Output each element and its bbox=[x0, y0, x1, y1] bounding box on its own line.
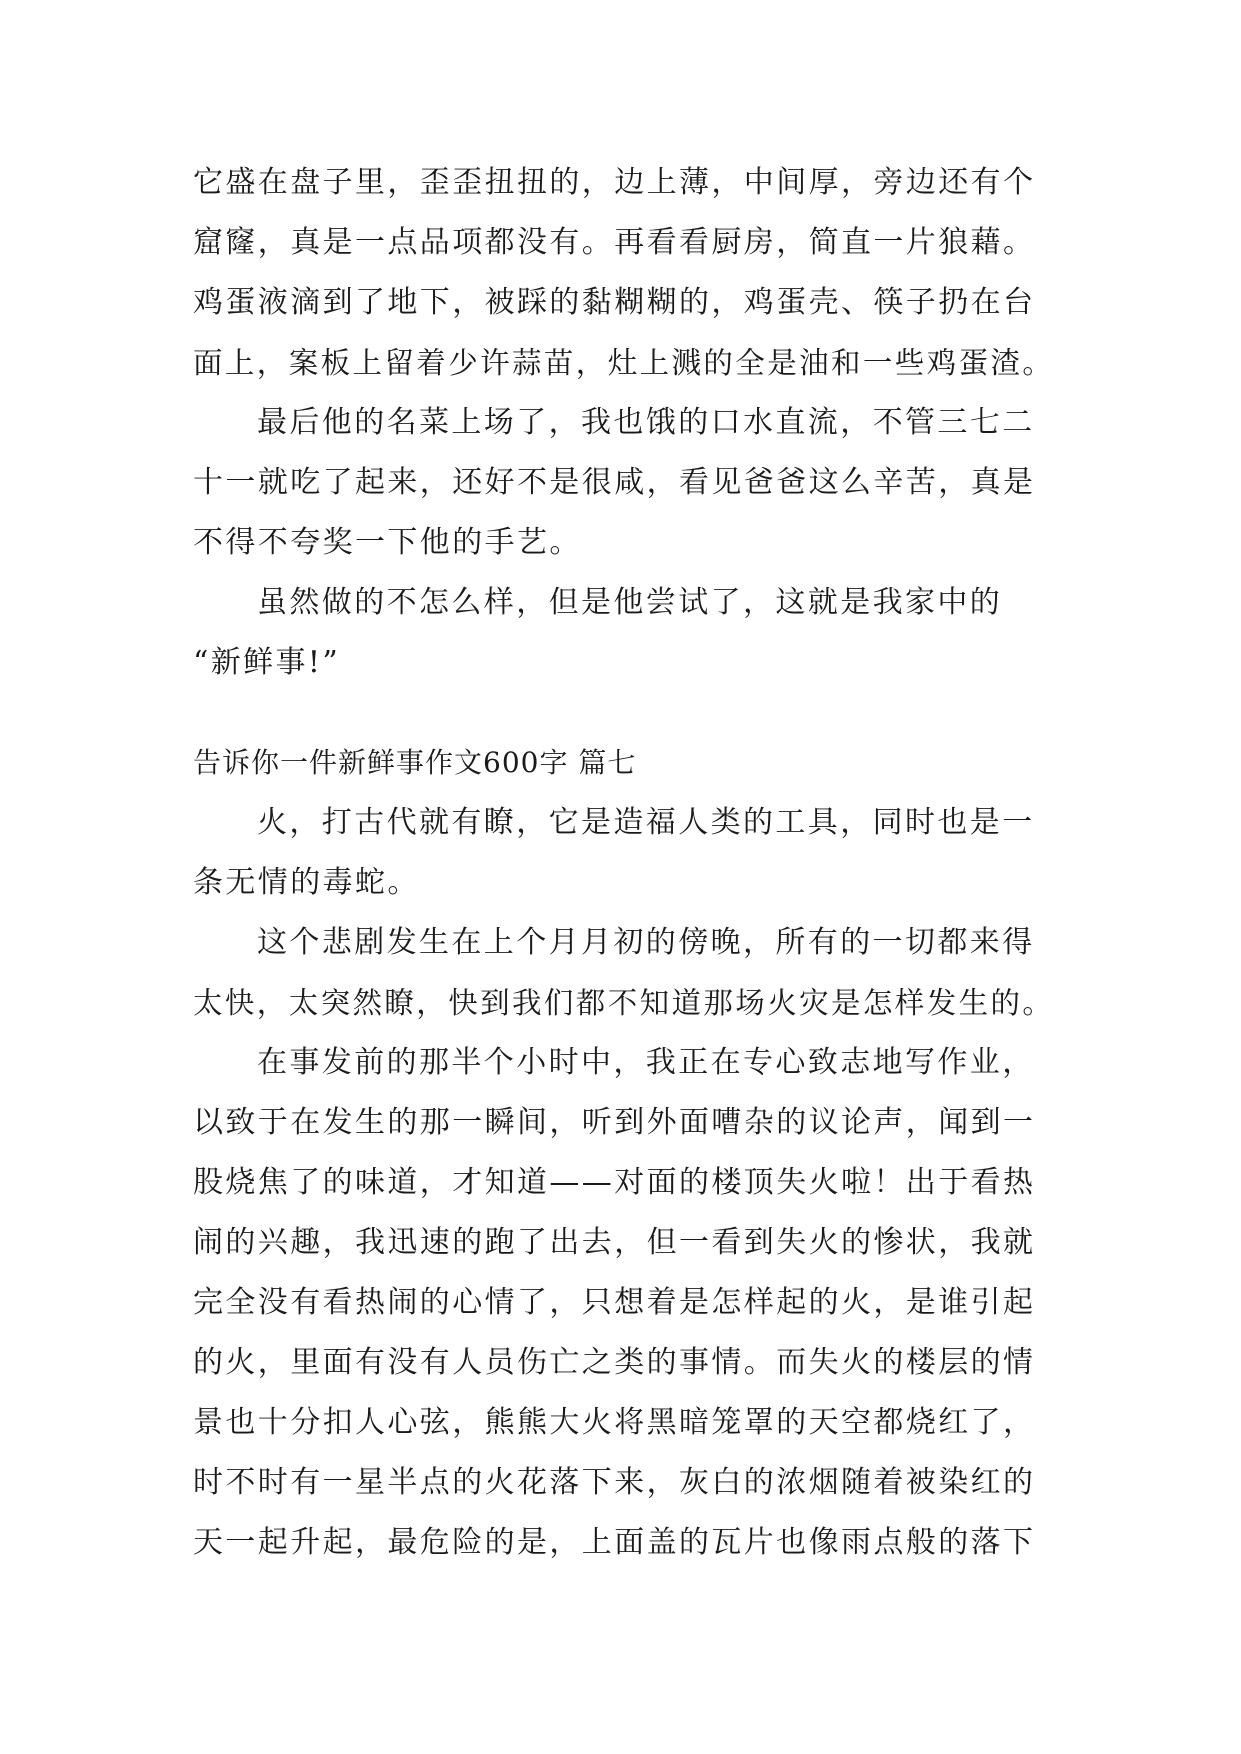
paragraph-line: 太快，太突然瞭，快到我们都不知道那场火灾是怎样发生的。 bbox=[193, 986, 1055, 1020]
section-heading: 告诉你一件新鲜事作文600字 篇七 bbox=[193, 746, 637, 779]
paragraph-line: 最后他的名菜上场了，我也饿的口水直流，不管三七二 bbox=[257, 405, 1035, 440]
paragraph-line: 闹的兴趣，我迅速的跑了出去，但一看到失火的惨状，我就 bbox=[193, 1225, 1036, 1260]
paragraph-line: 不得不夸奖一下他的手艺。 bbox=[193, 525, 582, 560]
paragraph-line: 条无情的毒蛇。 bbox=[193, 865, 420, 900]
paragraph-line: 时不时有一星半点的火花落下来，灰白的浓烟随着被染红的 bbox=[193, 1465, 1036, 1500]
paragraph-line: 窟窿，真是一点品项都没有。再看看厨房，简直一片狼藉。 bbox=[193, 225, 1036, 260]
paragraph-line: 的火，里面有没有人员伤亡之类的事情。而失火的楼层的情 bbox=[193, 1345, 1036, 1380]
paragraph-line: 面上，案板上留着少许蒜苗，灶上溅的全是油和一些鸡蛋渣。 bbox=[193, 346, 1055, 380]
paragraph-line: 以致于在发生的那一瞬间，听到外面嘈杂的议论声，闻到一 bbox=[193, 1105, 1036, 1140]
paragraph-line: “新鲜事!” bbox=[193, 645, 341, 680]
paragraph-line: 它盛在盘子里，歪歪扭扭的，边上薄，中间厚，旁边还有个 bbox=[193, 165, 1036, 200]
paragraph-line: 虽然做的不怎么样，但是他尝试了，这就是我家中的 bbox=[257, 585, 1003, 620]
paragraph-line: 股烧焦了的味道，才知道——对面的楼顶失火啦！出于看热 bbox=[193, 1165, 1036, 1200]
paragraph-line: 鸡蛋液滴到了地下，被踩的黏糊糊的，鸡蛋壳、筷子扔在台 bbox=[193, 285, 1036, 320]
paragraph-line: 在事发前的那半个小时中，我正在专心致志地写作业， bbox=[257, 1045, 1035, 1080]
paragraph-line: 完全没有看热闹的心情了，只想着是怎样起的火，是谁引起 bbox=[193, 1285, 1036, 1320]
paragraph-line: 这个悲剧发生在上个月月初的傍晚，所有的一切都来得 bbox=[257, 925, 1035, 960]
paragraph-line: 景也十分扣人心弦，熊熊大火将黑暗笼罩的天空都烧红了， bbox=[193, 1405, 1036, 1440]
paragraph-line: 天一起升起，最危险的是，上面盖的瓦片也像雨点般的落下 bbox=[193, 1525, 1036, 1560]
paragraph-line: 十一就吃了起来，还好不是很咸，看见爸爸这么辛苦，真是 bbox=[193, 465, 1036, 500]
paragraph-line: 火，打古代就有瞭，它是造福人类的工具，同时也是一 bbox=[257, 805, 1035, 840]
